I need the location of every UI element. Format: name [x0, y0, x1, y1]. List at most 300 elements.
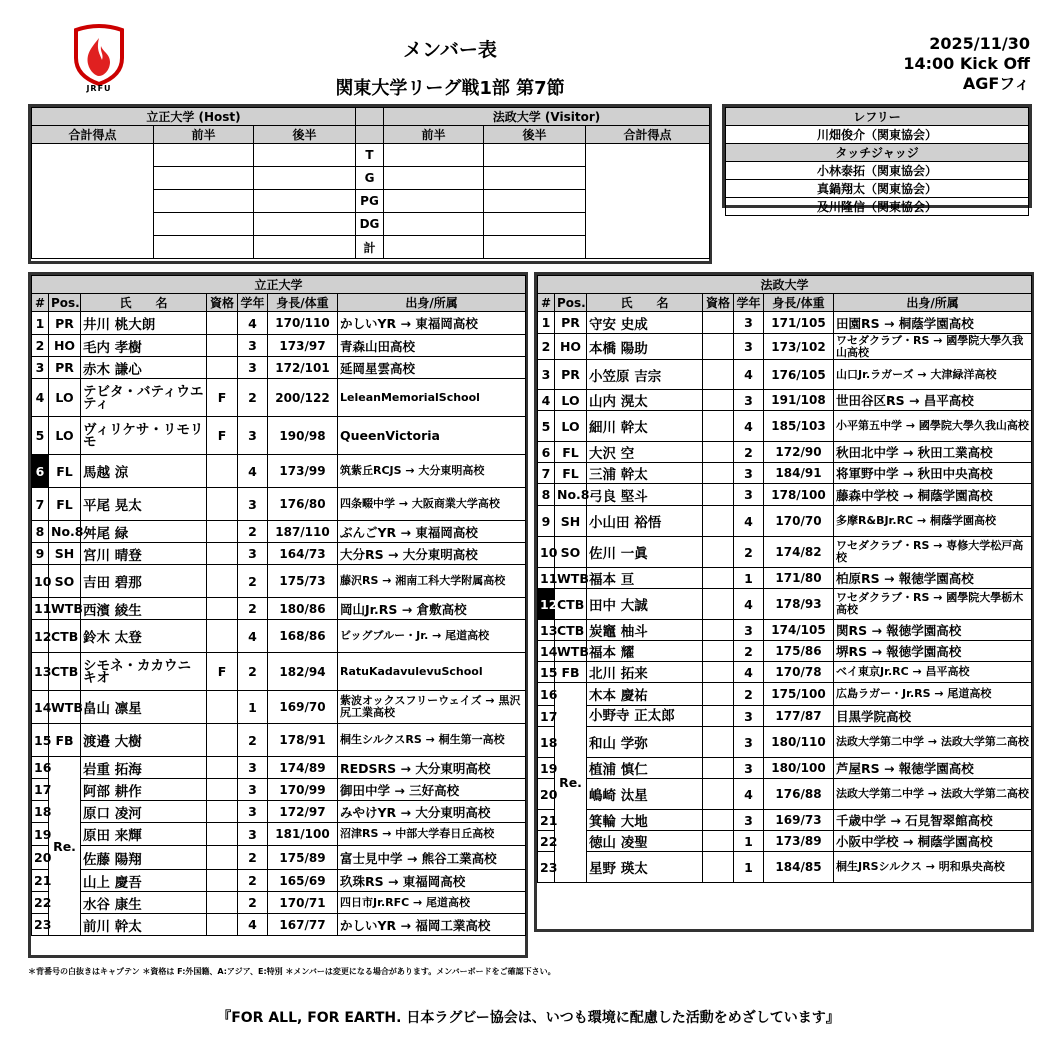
player-row [32, 914, 526, 936]
player-grade: 2 [238, 598, 268, 620]
player-row [538, 484, 1032, 506]
player-qual [207, 779, 238, 801]
player-grade: 4 [734, 360, 764, 390]
player-origin: 御田中学 → 三好高校 [338, 779, 526, 801]
player-origin: LeleanMemorialSchool [338, 379, 526, 417]
player-no: 13 [32, 653, 49, 691]
player-qual: F [207, 653, 238, 691]
player-qual [703, 620, 734, 641]
player-grade: 4 [734, 506, 764, 537]
host-second-label: 後半 [254, 126, 356, 144]
player-origin: 小平第五中学 → 國學院大學久我山高校 [834, 411, 1032, 442]
player-qual: F [207, 379, 238, 417]
player-no: 12 [538, 589, 555, 620]
player-origin: 青森山田高校 [338, 335, 526, 357]
player-no: 4 [538, 390, 555, 411]
player-grade: 3 [238, 488, 268, 521]
referee-name: 川畑俊介（関東協会） [726, 126, 1029, 144]
player-grade: 3 [238, 543, 268, 565]
player-no: 17 [32, 779, 49, 801]
player-pos: WTB [49, 598, 81, 620]
player-grade: 3 [734, 334, 764, 360]
kickoff-time: 14:00 Kick Off [903, 54, 1030, 73]
player-no: 9 [32, 543, 49, 565]
player-row [538, 390, 1032, 411]
player-row [32, 357, 526, 379]
player-hw: 170/70 [764, 506, 834, 537]
player-hw: 184/85 [764, 852, 834, 883]
player-hw: 185/103 [764, 411, 834, 442]
player-row [538, 852, 1032, 883]
player-qual [703, 506, 734, 537]
player-qual [703, 852, 734, 883]
player-row [32, 488, 526, 521]
player-qual [207, 357, 238, 379]
player-origin: ベイ東京Jr.RC → 昌平高校 [834, 662, 1032, 683]
player-grade: 3 [238, 417, 268, 455]
player-origin: かしいYR → 東福岡高校 [338, 312, 526, 335]
player-qual [207, 870, 238, 892]
player-grade: 3 [238, 335, 268, 357]
col-origin: 出身/所属 [834, 294, 1032, 312]
player-hw: 173/99 [268, 455, 338, 488]
player-grade: 2 [734, 641, 764, 662]
player-name: 北川 拓来 [587, 662, 703, 683]
player-row [32, 335, 526, 357]
score-row-label: 計 [356, 236, 384, 259]
player-pos: SH [555, 506, 587, 537]
player-origin: 筑紫丘RCJS → 大分東明高校 [338, 455, 526, 488]
player-qual [703, 779, 734, 810]
player-grade: 3 [734, 484, 764, 506]
player-no: 10 [538, 537, 555, 568]
player-qual [703, 568, 734, 589]
player-no: 12 [32, 620, 49, 653]
player-name: 福本 亘 [587, 568, 703, 589]
player-row [32, 312, 526, 335]
player-pos: PR [49, 357, 81, 379]
player-pos: CTB [555, 589, 587, 620]
player-grade: 4 [734, 662, 764, 683]
player-origin: 岡山Jr.RS → 倉敷高校 [338, 598, 526, 620]
player-row [538, 463, 1032, 484]
player-name: 小野寺 正太郎 [587, 706, 703, 727]
player-pos: PR [555, 360, 587, 390]
player-name: 星野 瑛太 [587, 852, 703, 883]
player-grade: 4 [734, 589, 764, 620]
score-row-label: DG [356, 213, 384, 236]
player-hw: 164/73 [268, 543, 338, 565]
player-qual [703, 390, 734, 411]
player-grade: 3 [238, 823, 268, 846]
player-name: 小笠原 吉宗 [587, 360, 703, 390]
player-hw: 180/100 [764, 758, 834, 779]
player-origin: 柏原RS → 報徳学園高校 [834, 568, 1032, 589]
player-name: 鈴木 太登 [81, 620, 207, 653]
player-row [32, 653, 526, 691]
player-hw: 178/93 [764, 589, 834, 620]
player-origin: 沼津RS → 中部大学春日丘高校 [338, 823, 526, 846]
player-name: 前川 幹太 [81, 914, 207, 936]
player-qual [207, 823, 238, 846]
player-row [32, 543, 526, 565]
player-hw: 175/86 [764, 641, 834, 662]
player-grade: 4 [238, 914, 268, 936]
player-grade: 1 [734, 852, 764, 883]
player-hw: 187/110 [268, 521, 338, 543]
player-hw: 180/86 [268, 598, 338, 620]
col-grade: 学年 [734, 294, 764, 312]
player-no: 6 [538, 442, 555, 463]
player-hw: 175/100 [764, 683, 834, 706]
player-name: 三浦 幹太 [587, 463, 703, 484]
player-origin: 多摩R&BJr.RC → 桐蔭学園高校 [834, 506, 1032, 537]
player-qual [207, 335, 238, 357]
player-qual [207, 543, 238, 565]
player-name: シモネ・カカウニキオ [81, 653, 207, 691]
player-origin: 関RS → 報徳学園高校 [834, 620, 1032, 641]
player-name: 原田 来輝 [81, 823, 207, 846]
player-qual [703, 641, 734, 662]
host-score-header: 立正大学 (Host) [32, 108, 356, 126]
player-grade: 3 [734, 810, 764, 831]
player-pos: LO [555, 411, 587, 442]
player-row [32, 801, 526, 823]
player-row [538, 727, 1032, 758]
player-hw: 178/100 [764, 484, 834, 506]
player-no: 6 [32, 455, 49, 488]
player-no: 5 [538, 411, 555, 442]
player-pos: SH [49, 543, 81, 565]
player-pos: SO [49, 565, 81, 598]
player-hw: 173/89 [764, 831, 834, 852]
match-subtitle: 関東大学リーグ戦1部 第7節 [335, 78, 565, 99]
player-grade: 4 [734, 411, 764, 442]
player-hw: 169/70 [268, 691, 338, 724]
player-hw: 170/78 [764, 662, 834, 683]
player-no: 5 [32, 417, 49, 455]
player-name: ヴィリケサ・リモリモ [81, 417, 207, 455]
player-row [538, 779, 1032, 810]
footer-note: ＊背番号の白抜きはキャプテン ＊資格は F:外国籍、A:アジア、E:特別 ＊メンバーは変更になる場合があります。メンバーボードをご確認下さい。 [28, 967, 556, 976]
col-pos: Pos. [555, 294, 587, 312]
player-row [538, 411, 1032, 442]
player-hw: 165/69 [268, 870, 338, 892]
player-hw: 174/82 [764, 537, 834, 568]
score-row-label: T [356, 144, 384, 167]
player-name: 吉田 碧那 [81, 565, 207, 598]
player-hw: 190/98 [268, 417, 338, 455]
player-grade: 3 [238, 357, 268, 379]
player-qual [207, 892, 238, 914]
player-qual [703, 484, 734, 506]
player-qual [703, 589, 734, 620]
player-origin: 法政大学第二中学 → 法政大学第二高校 [834, 727, 1032, 758]
host-team-name: 立正大学 [32, 276, 526, 294]
col-hw: 身長/体重 [268, 294, 338, 312]
player-qual [207, 521, 238, 543]
player-qual [703, 810, 734, 831]
player-row [32, 757, 526, 779]
player-name: 嶋崎 汰星 [587, 779, 703, 810]
player-no: 8 [538, 484, 555, 506]
player-grade: 3 [734, 312, 764, 334]
player-row [538, 360, 1032, 390]
player-pos: FL [49, 455, 81, 488]
player-origin: ぶんごYR → 東福岡高校 [338, 521, 526, 543]
player-name: 植浦 慎仁 [587, 758, 703, 779]
player-row [538, 810, 1032, 831]
player-name: 和山 学弥 [587, 727, 703, 758]
player-grade: 3 [734, 706, 764, 727]
player-qual [207, 757, 238, 779]
player-no: 19 [32, 823, 49, 846]
player-origin: 将軍野中学 → 秋田中央高校 [834, 463, 1032, 484]
player-origin: 藤沢RS → 湘南工科大学附属高校 [338, 565, 526, 598]
player-grade: 3 [734, 620, 764, 641]
player-row [32, 598, 526, 620]
player-name: 小山田 裕悟 [587, 506, 703, 537]
player-grade: 1 [238, 691, 268, 724]
player-origin: 目黒学院高校 [834, 706, 1032, 727]
player-hw: 200/122 [268, 379, 338, 417]
player-qual [207, 801, 238, 823]
player-origin: ワセダクラブ・RS → 國學院大學久我山高校 [834, 334, 1032, 360]
visitor-total-cell [586, 144, 710, 259]
col-no: # [538, 294, 555, 312]
player-hw: 170/99 [268, 779, 338, 801]
player-qual [207, 846, 238, 870]
player-qual [207, 312, 238, 335]
player-hw: 168/86 [268, 620, 338, 653]
player-origin: 藤森中学校 → 桐蔭学園高校 [834, 484, 1032, 506]
player-name: 赤木 謙心 [81, 357, 207, 379]
player-name: 山内 滉太 [587, 390, 703, 411]
player-hw: 175/89 [268, 846, 338, 870]
match-date: 2025/11/30 [929, 34, 1030, 53]
player-name: 毛内 孝樹 [81, 335, 207, 357]
player-no: 21 [32, 870, 49, 892]
player-pos: Re. [49, 757, 81, 936]
player-origin: 広島ラガー・Jr.RS → 尾道高校 [834, 683, 1032, 706]
player-hw: 173/97 [268, 335, 338, 357]
host-roster-box [28, 272, 528, 958]
score-row-label: G [356, 167, 384, 190]
player-name: 佐川 一眞 [587, 537, 703, 568]
player-origin: ビッグブルー・Jr. → 尾道高校 [338, 620, 526, 653]
player-pos: No.8 [49, 521, 81, 543]
footer-slogan: 『FOR ALL, FOR EARTH. 日本ラグビー協会は、いつも環境に配慮した活動をめざしています』 [217, 1010, 840, 1026]
player-grade: 2 [734, 442, 764, 463]
player-no: 22 [32, 892, 49, 914]
player-no: 20 [32, 846, 49, 870]
player-hw: 174/89 [268, 757, 338, 779]
player-pos: FB [49, 724, 81, 757]
player-no: 2 [538, 334, 555, 360]
player-origin: REDSRS → 大分東明高校 [338, 757, 526, 779]
player-grade: 3 [238, 757, 268, 779]
player-no: 13 [538, 620, 555, 641]
player-name: 木本 慶祐 [587, 683, 703, 706]
player-name: 佐藤 陽翔 [81, 846, 207, 870]
player-pos: FL [555, 442, 587, 463]
visitor-roster-box [534, 272, 1034, 932]
player-name: 平尾 晃太 [81, 488, 207, 521]
player-pos: CTB [49, 620, 81, 653]
player-origin: 四日市Jr.RFC → 尾道高校 [338, 892, 526, 914]
player-hw: 180/110 [764, 727, 834, 758]
player-name: 渡邉 大樹 [81, 724, 207, 757]
player-qual [703, 442, 734, 463]
player-no: 3 [32, 357, 49, 379]
player-row [538, 706, 1032, 727]
referee-label: レフリー [726, 108, 1029, 126]
player-name: 水谷 康生 [81, 892, 207, 914]
player-qual [703, 463, 734, 484]
player-origin: 四条畷中学 → 大阪商業大学高校 [338, 488, 526, 521]
player-no: 19 [538, 758, 555, 779]
player-origin: 世田谷区RS → 昌平高校 [834, 390, 1032, 411]
player-hw: 172/97 [268, 801, 338, 823]
player-name: 舛尾 緑 [81, 521, 207, 543]
player-hw: 184/91 [764, 463, 834, 484]
player-origin: 秋田北中学 → 秋田工業高校 [834, 442, 1032, 463]
player-qual [207, 455, 238, 488]
visitor-total-label: 合計得点 [586, 126, 710, 144]
player-name: 守安 史成 [587, 312, 703, 334]
player-grade: 3 [734, 727, 764, 758]
player-name: 大沢 空 [587, 442, 703, 463]
player-pos: FL [49, 488, 81, 521]
host-total-label: 合計得点 [32, 126, 154, 144]
player-grade: 2 [238, 565, 268, 598]
player-row [538, 662, 1032, 683]
player-pos: WTB [49, 691, 81, 724]
player-origin: 桐生シルクスRS → 桐生第一高校 [338, 724, 526, 757]
player-origin: 芦屋RS → 報徳学園高校 [834, 758, 1032, 779]
player-pos: LO [49, 379, 81, 417]
player-grade: 4 [238, 455, 268, 488]
officials-box [722, 104, 1032, 214]
player-hw: 172/90 [764, 442, 834, 463]
player-hw: 191/108 [764, 390, 834, 411]
touch-judge-label: タッチジャッジ [726, 144, 1029, 162]
col-no: # [32, 294, 49, 312]
player-row [538, 506, 1032, 537]
visitor-first-label: 前半 [384, 126, 484, 144]
player-hw: 175/73 [268, 565, 338, 598]
player-row [32, 521, 526, 543]
logo-text: JRFU [86, 84, 112, 93]
player-pos: WTB [555, 568, 587, 589]
player-hw: 176/88 [764, 779, 834, 810]
player-no: 23 [538, 852, 555, 883]
player-row [538, 312, 1032, 334]
player-row [32, 870, 526, 892]
player-no: 11 [538, 568, 555, 589]
player-row [32, 455, 526, 488]
score-row-label: PG [356, 190, 384, 213]
player-hw: 167/77 [268, 914, 338, 936]
player-no: 14 [32, 691, 49, 724]
player-grade: 3 [734, 758, 764, 779]
player-no: 7 [538, 463, 555, 484]
player-no: 18 [538, 727, 555, 758]
player-qual [703, 360, 734, 390]
player-pos: LO [555, 390, 587, 411]
player-origin: みやけYR → 大分東明高校 [338, 801, 526, 823]
player-origin: QueenVictoria [338, 417, 526, 455]
player-pos: LO [49, 417, 81, 455]
player-name: 西濱 綾生 [81, 598, 207, 620]
player-origin: 大分RS → 大分東明高校 [338, 543, 526, 565]
player-origin: 富士見中学 → 熊谷工業高校 [338, 846, 526, 870]
player-no: 20 [538, 779, 555, 810]
player-name: 炭竈 柚斗 [587, 620, 703, 641]
player-name: 宮川 晴登 [81, 543, 207, 565]
player-no: 10 [32, 565, 49, 598]
player-pos: PR [555, 312, 587, 334]
player-hw: 176/105 [764, 360, 834, 390]
player-grade: 2 [238, 892, 268, 914]
player-pos: Re. [555, 683, 587, 883]
player-grade: 4 [238, 620, 268, 653]
touch-judge-name: 真鍋翔太（関東協会） [726, 180, 1029, 198]
player-no: 14 [538, 641, 555, 662]
player-no: 18 [32, 801, 49, 823]
player-row [538, 641, 1032, 662]
player-row [32, 846, 526, 870]
player-pos: FB [555, 662, 587, 683]
player-name: 本橋 陽助 [587, 334, 703, 360]
player-origin: ワセダクラブ・RS → 國學院大學栃木高校 [834, 589, 1032, 620]
visitor-team-name: 法政大学 [538, 276, 1032, 294]
player-no: 16 [538, 683, 555, 706]
player-grade: 1 [734, 568, 764, 589]
player-pos: CTB [49, 653, 81, 691]
player-row [32, 379, 526, 417]
player-qual [207, 914, 238, 936]
jrfu-logo [70, 24, 128, 94]
score-box [28, 104, 712, 264]
player-name: 馬越 涼 [81, 455, 207, 488]
touch-judge-name: 小林泰拓（関東協会） [726, 162, 1029, 180]
player-name: 原口 凌河 [81, 801, 207, 823]
player-name: 岩重 拓海 [81, 757, 207, 779]
player-row [32, 565, 526, 598]
player-no: 21 [538, 810, 555, 831]
player-name: 徳山 凌聖 [587, 831, 703, 852]
player-hw: 177/87 [764, 706, 834, 727]
player-hw: 171/80 [764, 568, 834, 589]
player-origin: ワセダクラブ・RS → 専修大学松戸高校 [834, 537, 1032, 568]
player-grade: 3 [734, 463, 764, 484]
player-row [538, 758, 1032, 779]
player-no: 1 [32, 312, 49, 335]
player-row [538, 831, 1032, 852]
player-row [32, 892, 526, 914]
player-grade: 2 [734, 683, 764, 706]
player-row [538, 334, 1032, 360]
player-origin: 玖珠RS → 東福岡高校 [338, 870, 526, 892]
visitor-roster-table [537, 275, 1032, 883]
player-name: 阿部 耕作 [81, 779, 207, 801]
player-qual [703, 411, 734, 442]
player-hw: 172/101 [268, 357, 338, 379]
player-grade: 2 [238, 846, 268, 870]
player-qual [703, 662, 734, 683]
col-qual: 資格 [207, 294, 238, 312]
